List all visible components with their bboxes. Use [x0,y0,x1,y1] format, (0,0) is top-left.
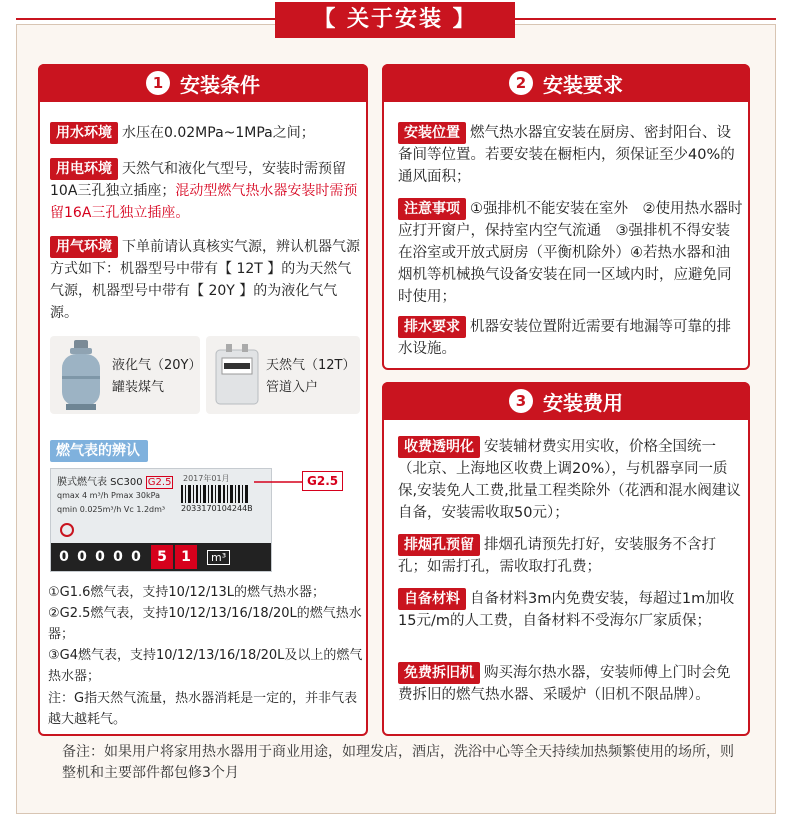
counter-digit: 0 [131,549,141,565]
meter-note-2: ②G2.5燃气表，支持10/12/13/16/18/20L的燃气热水器； [48,606,362,642]
lpg-label-2: 罐装煤气 [112,380,165,395]
meter-remark: 注：G指天然气流量，热水器消耗是一定的，并非气表越大越耗气。 [48,691,358,727]
title-rule-right [515,18,776,20]
install-fees-card [382,382,750,736]
old-unit-removal-text: 购买海尔热水器，安装师傅上门时会免费拆旧的燃气热水器、采暖炉（旧机不限品牌）。 [398,665,731,703]
location-text: 燃气热水器宜安装在厨房、密封阳台、设备间等位置。若要安装在橱柜内，须保证至少40%的通风面积； [398,125,735,185]
power-env-text: 天然气和液化气型号，安装时需预留10A三孔独立插座； [50,161,346,199]
power-env-tag: 用电环境 [50,158,118,180]
section-number: 1 [146,71,170,95]
own-materials-text: 自备材料3m内免费安装，每超过1m加收15元/m的人工费，自备材料不受海尔厂家质保； [398,591,735,629]
fee-transparency-text: 安装辅材费实用实收，价格全国统一（北京、上海地区收费上调20%），与机器享同一质保,安装免人工费,批量工程类除外（花洒和混水阀建议自备，安装需收取50元）； [398,439,741,521]
fee-transparency-item [398,436,744,524]
own-materials-tag: 自备材料 [398,588,466,610]
card-header [382,64,750,102]
meter-note-3: ③G4燃气表，支持10/12/13/16/18/20L及以上的燃气热水器； [48,648,363,684]
section-title: 安装条件 [180,72,260,97]
meter-spec-2: qmin 0.025m³/h Vc 1.2dm³ [57,505,166,514]
meter-note-1: ①G1.6燃气表，支持10/12/13L的燃气热水器； [48,585,326,600]
counter-digit: 0 [95,549,105,565]
section-number: 3 [509,389,533,413]
lpg-label-1: 液化气（20Y） [112,358,202,373]
ng-label-2: 管道入户 [266,380,319,395]
meter-logo-icon [59,523,75,537]
footer-remark: 备注：如果用户将家用热水器用于商业用途，如理发店，酒店，洗浴中心等全天持续加热频繁使用的场所，则整机和主要部件都包修3个月 [62,744,734,781]
drainage-text: 机器安装位置附近需要有地漏等可靠的排水设施。 [398,319,731,357]
meter-date: 2017年01月 [183,474,230,483]
smoke-hole-text: 排烟孔请预先打好，安装服务不含打孔；如需打孔，需收取打孔费； [398,537,716,575]
meter-counter [51,543,271,571]
page-title: 【 关于安装 】 [275,2,515,38]
install-conditions-card [38,64,368,736]
meter-size-box: G2.5 [147,477,172,488]
section-number: 2 [509,71,533,95]
counter-unit: m³ [207,550,230,565]
smoke-hole-tag: 排烟孔预留 [398,534,480,556]
drainage-tag: 排水要求 [398,316,466,338]
location-item [398,122,744,188]
old-unit-removal-tag: 免费拆旧机 [398,662,480,684]
water-env-tag: 用水环境 [50,122,118,144]
old-unit-removal-item [398,662,744,706]
gas-cylinder-icon [58,338,104,412]
barcode-icon [181,485,251,503]
gas-meter-icon [212,344,262,408]
meter-photo [50,468,272,572]
own-materials-item [398,588,744,632]
title-rule-left [16,18,275,20]
attention-item [398,198,744,308]
section-title: 安装要求 [543,72,623,97]
meter-section-tag: 燃气表的辨认 [50,440,148,462]
ng-source-card [206,336,360,414]
meter-size-callout: G2.5 [302,471,343,491]
counter-digit: 0 [59,549,69,565]
attention-text: ①强排机不能安装在室外 ②使用热水器时应打开窗户，保持室内空气流通 ③强排机不得安装在浴室或开放式厨房（平衡机除外）④若热水器和油烟机等机械换气设备安装在同一区域内时，应避免同时使用； [398,201,743,305]
fee-transparency-tag: 收费透明化 [398,436,480,458]
attention-tag: 注意事项 [398,198,466,220]
counter-digit-red: 5 [151,545,173,569]
counter-digit: 0 [113,549,123,565]
ng-label-1: 天然气（12T） [266,358,356,373]
water-env-text: 水压在0.02MPa~1MPa之间； [122,125,315,141]
drainage-item [398,316,744,360]
smoke-hole-item [398,534,744,578]
section-title: 安装费用 [543,390,623,415]
install-requirements-card [382,64,750,370]
location-tag: 安装位置 [398,122,466,144]
meter-model: 膜式燃气表 SC300 G2.5 [57,477,172,488]
power-env-red-text: 混动型燃气热水器安装时需预留16A三孔独立插座。 [50,183,358,221]
card-header [382,382,750,420]
gas-env-text: 下单前请认真核实气源，辨认机器气源方式如下：机器型号中带有【 12T 】的为天然气气源，机器型号中带有【 20Y 】的为液化气气源。 [50,239,360,321]
meter-serial: 2033170104244B [181,504,253,513]
water-env-item [50,122,360,144]
card-header [38,64,368,102]
lpg-source-card [50,336,200,414]
gas-env-item [50,236,362,324]
title-bar [0,0,790,44]
counter-digit: 0 [77,549,87,565]
counter-digit-red: 1 [175,545,197,569]
power-env-item [50,158,362,224]
gas-env-tag: 用气环境 [50,236,118,258]
meter-spec-1: qmax 4 m³/h Pmax 30kPa [57,491,160,500]
